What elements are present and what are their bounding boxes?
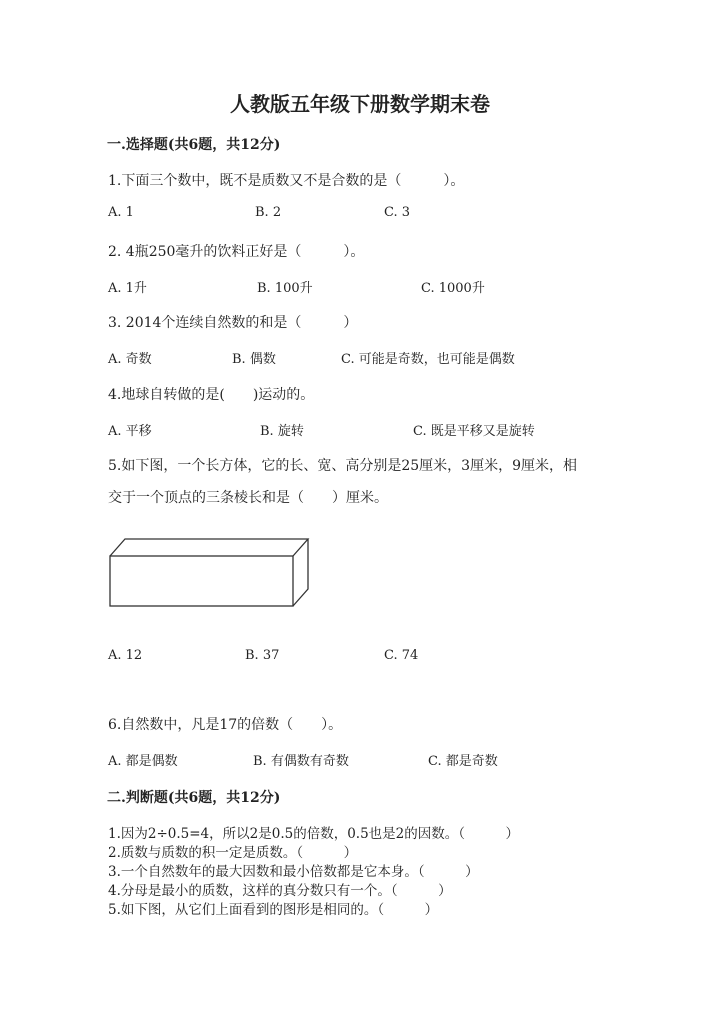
question-4-stem: 4.地球自转做的是( )运动的。	[108, 387, 315, 403]
question-5-option-b: B. 37	[245, 648, 280, 663]
question-6-option-c: C. 都是奇数	[428, 754, 498, 769]
question-3-option-c: C. 可能是奇数，也可能是偶数	[341, 352, 515, 367]
question-3-option-b: B. 偶数	[232, 352, 276, 367]
judge-item-4: 4.分母是最小的质数，这样的真分数只有一个。（ ）	[108, 883, 452, 899]
question-4-option-a: A. 平移	[108, 424, 152, 439]
question-6-option-b: B. 有偶数有奇数	[253, 754, 349, 769]
section-heading-judge: 二.判断题(共6题，共12分)	[107, 790, 281, 806]
question-4-option-b: B. 旋转	[260, 424, 304, 439]
judge-item-2: 2.质数与质数的积一定是质数。（ ）	[108, 845, 358, 861]
question-2-option-c: C. 1000升	[421, 281, 485, 296]
cuboid-side-face	[293, 539, 308, 606]
question-5-stem-line-2: 交于一个顶点的三条棱长和是（ ）厘米。	[108, 490, 388, 506]
question-1-stem: 1.下面三个数中，既不是质数又不是合数的是（ ）。	[108, 173, 465, 189]
question-6-stem: 6.自然数中，凡是17的倍数（ ）。	[108, 717, 343, 733]
question-1-option-a: A. 1	[108, 205, 134, 220]
page-title: 人教版五年级下册数学期末卷	[230, 92, 490, 116]
cuboid-figure	[105, 535, 315, 610]
question-2-option-a: A. 1升	[108, 281, 147, 296]
question-5-option-c: C. 74	[384, 648, 419, 663]
question-6-option-a: A. 都是偶数	[108, 754, 178, 769]
question-2-option-b: B. 100升	[257, 281, 313, 296]
cuboid-top-face	[110, 539, 308, 556]
question-3-stem: 3. 2014个连续自然数的和是（ ）	[108, 315, 358, 331]
judge-item-5: 5.如下图，从它们上面看到的图形是相同的。（ ）	[108, 902, 439, 918]
question-3-option-a: A. 奇数	[108, 352, 152, 367]
question-1-option-b: B. 2	[255, 205, 282, 220]
question-1-option-c: C. 3	[384, 205, 411, 220]
section-heading-choice: 一.选择题(共6题，共12分)	[107, 137, 281, 153]
judge-item-3: 3.一个自然数年的最大因数和最小倍数都是它本身。（ ）	[108, 864, 479, 880]
cuboid-front-face	[110, 556, 293, 606]
question-5-option-a: A. 12	[108, 648, 143, 663]
question-4-option-c: C. 既是平移又是旋转	[413, 424, 535, 439]
judge-item-1: 1.因为2÷0.5=4，所以2是0.5的倍数，0.5也是2的因数。（ ）	[108, 826, 520, 842]
question-2-stem: 2. 4瓶250毫升的饮料正好是（ ）。	[108, 244, 365, 260]
question-5-stem-line-1: 5.如下图，一个长方体，它的长、宽、高分别是25厘米，3厘米，9厘米，相	[108, 458, 577, 474]
